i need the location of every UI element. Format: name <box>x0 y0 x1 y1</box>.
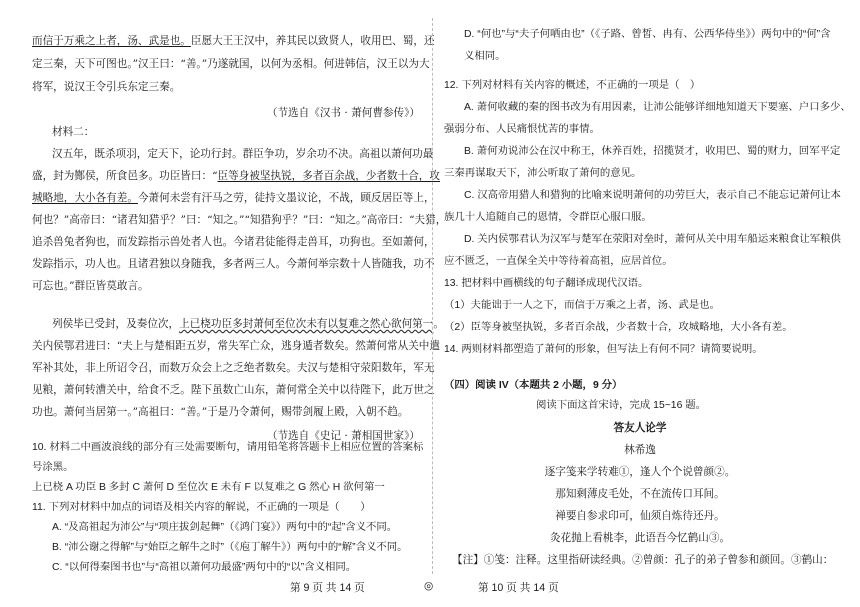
left-text-line: B. “沛公谢之得解”与“始臣之解牛之时”（《庖丁解牛》）两句中的“解”含义不同。 <box>52 542 408 553</box>
right-text-line: （1）夫能诎于一人之下，而信于万乘之上者，汤、武是也。 <box>444 300 720 311</box>
source-citation-1: （节选自《汉书 · 萧何曹参传》） <box>266 107 420 119</box>
left-text-line: 关内侯鄂君进曰：“夫上与楚相距五岁，常失军亡众，逃身遁者数矣。然萧何常从关中遣 <box>32 340 440 352</box>
left-page-column <box>32 0 447 580</box>
left-page-number: 第 9 页 共 14 页 <box>290 582 365 594</box>
poem-line: 那知剩薄皮毛处，不在流传口耳间。 <box>555 488 725 500</box>
annotation-note: 【注】①笺：注释。这里指研读经典。②曾颜：孔子的弟子曾参和颜回。③鹤山： <box>452 554 834 566</box>
left-text-line: 追杀兽兔者狗也，而发踪指示兽处者人也。今诸君徒能得走兽耳，功狗也。至如萧何， <box>32 236 435 248</box>
right-text-line: C. 汉高帝用猎人和猎狗的比喻来说明萧何的功劳巨大，表示自己不能忘记萧何让本 <box>464 190 841 201</box>
right-text-line: 应不匮乏，一直保全关中等待着高祖，应居首位。 <box>444 256 673 267</box>
right-text-line: 14. 两则材料都塑造了萧何的形象，但写法上有何不同？请简要说明。 <box>444 344 763 355</box>
left-text-line: 盛，封为酂侯，所食邑多。功臣皆曰：“臣等身被坚执锐，多者百余战，少者数十合，攻 <box>32 170 440 182</box>
right-page-number: 第 10 页 共 14 页 <box>478 582 559 594</box>
underlined-sentence: 臣等身被坚执锐，多者百余战，少者数十合，攻 <box>217 170 440 182</box>
left-text-line: 汉五年，既杀项羽，定天下，论功行封。群臣争功，岁余功不决。高祖以萧何功最 <box>52 148 434 160</box>
center-symbol: ◎ <box>424 580 434 592</box>
left-text-line: 发踪指示，功人也。且诸君独以身随我，多者两三人。今萧何举宗数十人皆随我，功不 <box>32 258 435 270</box>
right-text-line: B. 萧何劝说沛公在汉中称王，休养百姓，招揽贤才，收用巴、蜀的财力，回军平定 <box>464 146 841 157</box>
right-text-line: 义相同。 <box>464 51 506 62</box>
left-text-line: 号涂黑。 <box>32 462 74 473</box>
source-citation-2: （节选自《史记 · 萧相国世家》） <box>266 430 420 442</box>
right-text-line: D. 关内侯鄂君认为汉军与楚军在荥阳对垒时，萧何从关中用车船运来粮食让军粮供 <box>464 234 841 245</box>
left-text-line: 定三秦，天下可图也。”汉王曰：“善。”乃遂就国，以何为丞相。何进韩信，汉王以为大 <box>32 58 430 70</box>
poem-line: 逐字笺来学转难①，逢人个个说曾颜②。 <box>544 466 736 478</box>
left-text-line: 将军，说汉王令引兵东定三秦。 <box>32 81 181 93</box>
left-text-line: 11. 下列对材料中加点的词语及相关内容的解说，不正确的一项是（ ） <box>32 502 371 513</box>
left-text-line: 材料二： <box>52 126 95 138</box>
poem-line: 禅要自参求印可，仙须自炼待还丹。 <box>555 510 725 522</box>
poem-author: 林希逸 <box>624 444 656 456</box>
left-text-line: C. “以何得秦图书也”与“高祖以萧何功最盛”两句中的“以”含义相同。 <box>52 562 357 573</box>
instruction-text: 阅读下面这首宋诗，完成 15~16 题。 <box>536 400 707 411</box>
poem-title: 答友人论学 <box>613 422 667 434</box>
left-text-line: 列侯毕已受封，及奏位次，上已桡功臣多封萧何至位次未有以复难之然心欲何第一。 <box>52 318 444 330</box>
wavy-underlined-passage: 上已桡功臣多封萧何至位次未有以复难之然心欲何第一 <box>179 318 434 330</box>
right-text-line: 族几十人追随自己的恩情，令群臣心服口服。 <box>444 212 652 223</box>
left-text-line: A. “及高祖起为沛公”与“项庄拔剑起舞”（《鸿门宴》）两句中的“起”含义不同。 <box>52 522 398 533</box>
right-text-line: A. 萧何收藏的秦的图书改为有用因素，让沛公能够详细地知道天下要塞、户口多少、 <box>464 102 851 113</box>
underlined-sentence: 而信于万乘之上者，汤、武是也。 <box>32 35 191 47</box>
page-divider <box>432 18 433 574</box>
left-text-line: 功也。萧何当居第一。”高祖曰：“善。”于是乃令萧何，赐带剑履上殿，入朝不趋。 <box>32 406 409 418</box>
right-page-column <box>444 0 851 580</box>
right-text-line: 三秦再谋取天下，沛公听取了萧何的意见。 <box>444 168 642 179</box>
left-text-line: 城略地，大小各有差。今萧何未尝有汗马之劳，徒持文墨议论，不战，顾反居臣等上， <box>32 192 435 204</box>
left-text-line: 可忘也。”群臣皆莫敢言。 <box>32 280 149 292</box>
right-text-line: （2）臣等身被坚执锐，多者百余战，少者数十合，攻城略地，大小各有差。 <box>444 322 793 333</box>
left-text-line: 10. 材料二中画波浪线的部分有三处需要断句，请用铅笔将答题卡上相应位置的答案标 <box>32 442 424 453</box>
left-text-line: 何也？”高帝曰：“诸君知猎乎？”曰：“知之。”“知猎狗乎？”曰：“知之。”高帝曰：“夫猎， <box>32 214 447 226</box>
right-text-line: 12. 下列对材料有关内容的概述，不正确的一项是（ ） <box>444 80 701 91</box>
right-text-line: 强弱分布、人民痛恨忧苦的事情。 <box>444 124 600 135</box>
right-text-line: D. “何也”与“夫子何哂由也”（《子路、曾皙、冉有、公西华侍坐》）两句中的“何”含 <box>464 29 831 40</box>
underlined-sentence: 城略地，大小各有差。 <box>32 192 138 204</box>
right-text-line: 13. 把材料中画横线的句子翻译成现代汉语。 <box>444 278 649 289</box>
left-text-line: 而信于万乘之上者，汤、武是也。臣愿大王王汉中，养其民以致贤人，收用巴、蜀，还 <box>32 35 435 47</box>
left-text-line: 军补其处，非上所诏令召，而数万众会上之乏绝者数矣。夫汉与楚相守荥阳数年，军无 <box>32 362 435 374</box>
left-text-line: 见粮，萧何转漕关中，给食不乏。陛下虽数亡山东，萧何常全关中以待陛下，此万世之 <box>32 384 435 396</box>
poem-line: 灸花抛上看桃李，此语吾今忆鹤山③。 <box>549 532 731 544</box>
left-text-line: 上已桡 A 功臣 B 多封 C 萧何 D 至位次 E 未有 F 以复难之 G 然心 H 欲何第一 <box>32 482 385 493</box>
section-title: （四）阅读 IV（本题共 2 小题，9 分） <box>444 380 623 391</box>
